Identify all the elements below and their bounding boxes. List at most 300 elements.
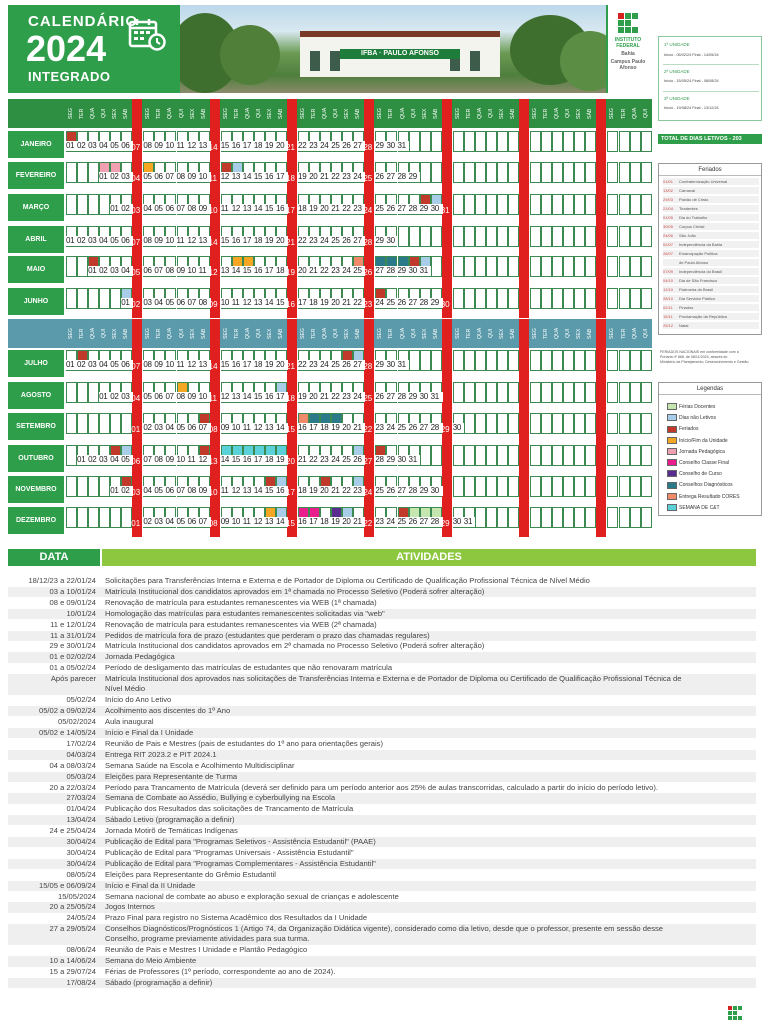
- day-number: 01: [66, 236, 78, 246]
- activity-text: [105, 576, 755, 586]
- day-number: 23: [342, 172, 354, 182]
- day-cell: [254, 131, 265, 152]
- activity-text-line: Conselhos Diagnósticos/Prognósticos 1 (Artigo 74, da Organização Didática vigente), considerado como dia letivo, desde que o professor, presente em sessão desse: [105, 924, 664, 934]
- activity-text-line: Acolhimento aos discentes do 1º Ano: [105, 706, 231, 716]
- day-number: 28: [363, 362, 373, 371]
- activity-row: [8, 793, 756, 803]
- weekday-label: SEX: [576, 108, 583, 119]
- weekday-label: SÁB: [277, 328, 284, 339]
- day-cell: [641, 131, 652, 152]
- day-number: 02: [77, 360, 89, 370]
- day-cell: [320, 507, 331, 528]
- footer-logo: [726, 1004, 746, 1024]
- day-cell: [431, 226, 442, 247]
- day-cell: [563, 194, 574, 215]
- day-number: 22: [331, 392, 343, 402]
- day-number: 06: [177, 298, 189, 308]
- day-number: 17: [243, 141, 255, 151]
- day-number: 29: [386, 455, 398, 465]
- day-number: 08: [199, 298, 211, 308]
- day-number: 26: [342, 141, 354, 151]
- day-number: 01: [77, 455, 89, 465]
- activity-date: 27 a 29/05/24: [49, 924, 96, 934]
- month-label: SETEMBRO: [8, 413, 64, 440]
- day-cell: [375, 162, 386, 183]
- activity-text-line: Semana do Meio Ambiente: [105, 956, 197, 966]
- day-number: 25: [398, 517, 410, 527]
- legend-label: Conselhos Diagnósticos: [679, 482, 733, 489]
- day-number: 18: [286, 174, 295, 183]
- day-cell: [309, 476, 320, 497]
- day-cell: [630, 507, 641, 528]
- weekday-label: TER: [156, 108, 163, 119]
- day-number: 11: [243, 423, 255, 433]
- activity-text-line: Nível Médio: [105, 684, 146, 694]
- weekday-label: SEG: [609, 108, 616, 119]
- day-cell: [154, 194, 165, 215]
- day-cell: [585, 382, 596, 403]
- day-number: 07: [199, 423, 211, 433]
- day-cell: [475, 507, 486, 528]
- day-number: 10: [232, 517, 244, 527]
- day-cell: [243, 350, 254, 371]
- day-cell: [607, 256, 618, 277]
- activity-text-line: Publicação de Edital para "Programas Complementares - Assistência Estudantil": [105, 858, 376, 868]
- day-cell: [165, 445, 176, 466]
- activity-text: [105, 761, 755, 771]
- weekday-label: SEX: [421, 328, 428, 339]
- day-cell: [331, 413, 342, 434]
- activity-row: [8, 598, 756, 608]
- month-label: NOVEMBRO: [8, 476, 64, 503]
- day-number: 11: [188, 455, 200, 465]
- day-cell: [497, 507, 508, 528]
- day-number: 25: [375, 204, 387, 214]
- day-number: 09: [188, 392, 200, 402]
- weekday-label: TER: [620, 108, 627, 119]
- day-cell: [619, 445, 630, 466]
- day-number: 18: [254, 360, 266, 370]
- day-cell: [342, 288, 353, 309]
- day-cell: [375, 507, 386, 528]
- day-number: 24: [375, 298, 387, 308]
- day-number: 29: [409, 172, 421, 182]
- weekday-label: SÁB: [200, 108, 207, 119]
- day-number: 24: [342, 266, 354, 276]
- day-cell: [563, 445, 574, 466]
- day-number: 29: [375, 141, 387, 151]
- weekday-label: QUI: [333, 108, 340, 119]
- day-cell: [630, 350, 641, 371]
- legend-label: Conselho de Curso: [679, 471, 722, 478]
- activity-date: 04 a 08/03/24: [49, 760, 96, 770]
- holiday-date: 24/06: [663, 233, 674, 238]
- activity-text: [105, 956, 755, 966]
- day-number: 10: [199, 172, 211, 182]
- day-cell: [386, 413, 397, 434]
- legend-item: [667, 437, 728, 445]
- weekday-label: QUI: [642, 108, 649, 119]
- day-number: 25: [363, 174, 373, 183]
- day-cell: [630, 162, 641, 183]
- day-number: 03: [154, 423, 166, 433]
- day-cell: [154, 288, 165, 309]
- day-cell: [177, 162, 188, 183]
- day-number: 10: [177, 455, 189, 465]
- day-cell: [475, 162, 486, 183]
- institute-logo: INSTITUTO FEDERAL Bahia Campus Paulo Afonso: [608, 5, 648, 93]
- legend-swatch: [667, 504, 677, 511]
- day-cell: [88, 194, 99, 215]
- day-cell: [165, 194, 176, 215]
- day-number: 10: [208, 488, 218, 497]
- activity-date: 11 a 31/01/24: [50, 630, 96, 640]
- day-cell: [188, 226, 199, 247]
- day-number: 04: [99, 360, 111, 370]
- day-cell: [641, 382, 652, 403]
- day-cell: [77, 445, 88, 466]
- day-number: 30: [386, 360, 398, 370]
- day-number: 05: [131, 268, 141, 277]
- day-number: 05: [121, 455, 133, 465]
- day-number: 03: [121, 392, 133, 402]
- weekday-label: SEG: [609, 328, 616, 339]
- day-cell: [574, 162, 585, 183]
- day-cell: [320, 382, 331, 403]
- activity-row: [8, 739, 756, 749]
- weekday-label: QUA: [476, 107, 483, 120]
- day-cell: [110, 476, 121, 497]
- holiday-date: 02/07: [663, 242, 674, 247]
- day-number: 11: [177, 236, 189, 246]
- activity-row: [8, 631, 756, 641]
- day-number: 15: [265, 204, 277, 214]
- day-number: 15: [254, 392, 266, 402]
- day-cell: [641, 288, 652, 309]
- day-number: 16: [286, 300, 295, 309]
- day-number: 14: [265, 298, 277, 308]
- day-cell: [552, 445, 563, 466]
- day-number: 04: [165, 517, 177, 527]
- day-number: 24: [320, 360, 332, 370]
- day-cell: [552, 507, 563, 528]
- day-cell: [486, 445, 497, 466]
- day-cell: [265, 256, 276, 277]
- day-cell: [88, 350, 99, 371]
- weekday-label: SEG: [454, 108, 461, 119]
- day-number: 12: [221, 392, 233, 402]
- activity-date: 13/04/24: [66, 815, 96, 825]
- activity-text: [105, 772, 755, 782]
- activity-text-line: Matrícula Institucional dos candidatos aprovados em 2ª chamada no Processo Seletivo (Poderá sofrer alteração): [105, 641, 485, 651]
- day-cell: [165, 131, 176, 152]
- day-cell: [508, 256, 519, 277]
- day-number: 04: [143, 486, 155, 496]
- day-number: 07: [177, 204, 189, 214]
- day-cell: [331, 476, 342, 497]
- weekday-label: QUI: [410, 108, 417, 119]
- day-cell: [143, 350, 154, 371]
- day-number: 02: [143, 423, 155, 433]
- day-number: 16: [298, 423, 310, 433]
- legend-label: Dias não Letivos: [679, 415, 716, 422]
- weekday-label: QUI: [642, 328, 649, 339]
- day-cell: [177, 256, 188, 277]
- day-number: 09: [177, 266, 189, 276]
- day-number: 30: [398, 455, 410, 465]
- holiday-row: [663, 313, 759, 320]
- day-cell: [420, 256, 431, 277]
- day-cell: [254, 445, 265, 466]
- day-number: 26: [342, 236, 354, 246]
- weekday-label: TER: [311, 328, 318, 339]
- day-number: 16: [254, 266, 266, 276]
- day-cell: [165, 162, 176, 183]
- holiday-date: 29/03: [663, 197, 674, 202]
- day-number: 15: [276, 298, 288, 308]
- day-cell: [165, 350, 176, 371]
- day-number: 25: [331, 236, 343, 246]
- day-number: 24: [386, 517, 398, 527]
- legend-item: [667, 414, 716, 422]
- day-cell: [342, 350, 353, 371]
- legend-item: [667, 493, 740, 501]
- day-cell: [143, 256, 154, 277]
- weekday-label: SEX: [189, 328, 196, 339]
- day-cell: [188, 507, 199, 528]
- day-number: 16: [232, 360, 244, 370]
- day-number: 13: [232, 172, 244, 182]
- month-label: JULHO: [8, 350, 64, 377]
- day-number: 13: [208, 457, 218, 466]
- day-cell: [563, 256, 574, 277]
- legend-label: Entrega Resultado CORES: [679, 493, 740, 500]
- activity-row: [8, 641, 756, 651]
- day-cell: [298, 226, 309, 247]
- holiday-row: [663, 205, 759, 212]
- activity-text: [105, 620, 755, 630]
- day-number: 12: [254, 517, 266, 527]
- day-number: 20: [309, 392, 321, 402]
- day-cell: [88, 288, 99, 309]
- day-number: 21: [331, 486, 343, 496]
- day-number: 12: [254, 423, 266, 433]
- month-label: MARÇO: [8, 194, 64, 221]
- activity-text-line: Jogos Internos: [105, 902, 155, 912]
- day-number: 30: [420, 392, 432, 402]
- day-number: 08: [177, 172, 189, 182]
- day-number: 05: [165, 298, 177, 308]
- day-cell: [641, 226, 652, 247]
- day-cell: [486, 288, 497, 309]
- weekday-label: SEX: [266, 328, 273, 339]
- activity-row: [8, 848, 756, 858]
- activity-date: 30/04/24: [66, 847, 96, 857]
- day-cell: [188, 476, 199, 497]
- day-number: 17: [254, 455, 266, 465]
- holiday-name: Dia Servidor Público: [679, 296, 716, 301]
- day-number: 04: [121, 266, 133, 276]
- day-cell: [154, 350, 165, 371]
- day-cell: [232, 382, 243, 403]
- day-cell: [342, 507, 353, 528]
- day-number: 22: [353, 298, 365, 308]
- day-number: 26: [398, 298, 410, 308]
- day-number: 03: [121, 172, 133, 182]
- day-cell: [298, 256, 309, 277]
- day-number: 28: [363, 143, 373, 152]
- day-cell: [66, 476, 77, 497]
- holiday-date: 12/10: [663, 287, 674, 292]
- weekday-label: QUI: [255, 108, 262, 119]
- day-number: 15: [265, 486, 277, 496]
- activity-row: [8, 924, 756, 945]
- day-number: 04: [99, 141, 111, 151]
- legend-swatch: [667, 426, 677, 433]
- day-cell: [574, 256, 585, 277]
- day-number: 25: [342, 455, 354, 465]
- day-number: 04: [165, 423, 177, 433]
- day-cell: [431, 350, 442, 371]
- day-number: 25: [331, 360, 343, 370]
- day-cell: [177, 131, 188, 152]
- weekday-label: SÁB: [587, 108, 594, 119]
- activity-text: [105, 631, 755, 641]
- weekday-label: TER: [311, 108, 318, 119]
- day-number: 03: [99, 455, 111, 465]
- day-cell: [66, 131, 77, 152]
- day-cell: [420, 226, 431, 247]
- holiday-row: [663, 232, 759, 239]
- day-cell: [386, 256, 397, 277]
- day-number: 05: [154, 486, 166, 496]
- day-cell: [420, 162, 431, 183]
- activity-row: [8, 826, 756, 836]
- day-cell: [497, 162, 508, 183]
- day-cell: [265, 445, 276, 466]
- activity-date: 10/01/24: [66, 608, 96, 618]
- activity-text: [105, 609, 755, 619]
- holiday-row: [663, 322, 759, 329]
- day-cell: [320, 131, 331, 152]
- activity-date: 29 e 30/01/24: [49, 641, 96, 651]
- day-cell: [630, 382, 641, 403]
- day-cell: [254, 382, 265, 403]
- day-cell: [530, 226, 541, 247]
- day-cell: [154, 256, 165, 277]
- day-cell: [386, 162, 397, 183]
- holiday-row: [663, 277, 759, 284]
- activity-text-line: Semana Saúde na Escola e Acolhimento Multidisciplinar: [105, 760, 295, 770]
- day-cell: [585, 445, 596, 466]
- day-number: 10: [188, 266, 200, 276]
- day-cell: [375, 131, 386, 152]
- day-number: 18: [320, 517, 332, 527]
- activity-row: [8, 609, 756, 619]
- day-cell: [165, 226, 176, 247]
- day-cell: [386, 194, 397, 215]
- day-cell: [541, 194, 552, 215]
- day-cell: [585, 162, 596, 183]
- day-cell: [221, 445, 232, 466]
- weekday-label: TER: [233, 328, 240, 339]
- holiday-date: 28/10: [663, 296, 674, 301]
- day-number: 20: [298, 266, 310, 276]
- day-number: 07: [177, 486, 189, 496]
- day-cell: [630, 288, 641, 309]
- day-number: 30: [386, 236, 398, 246]
- day-cell: [530, 413, 541, 434]
- day-number: 14: [276, 517, 288, 527]
- day-number: 12: [221, 172, 233, 182]
- activity-row: [8, 750, 756, 760]
- day-cell: [99, 131, 110, 152]
- day-number: 05: [143, 392, 155, 402]
- day-cell: [77, 226, 88, 247]
- day-number: 23: [320, 455, 332, 465]
- day-cell: [607, 162, 618, 183]
- activity-text: [105, 587, 755, 597]
- day-number: 01: [121, 298, 133, 308]
- day-number: 24: [386, 423, 398, 433]
- weekday-label: SEX: [498, 108, 505, 119]
- legend-swatch: [667, 414, 677, 421]
- day-cell: [420, 194, 431, 215]
- activity-text-line: Renovação de matrícula para estudantes remanescentes via WEB (1ª chamada): [105, 597, 377, 607]
- day-cell: [475, 226, 486, 247]
- weekday-label: SEG: [300, 108, 307, 119]
- day-number: 13: [199, 141, 211, 151]
- day-cell: [464, 507, 475, 528]
- day-number: 11: [232, 298, 244, 308]
- day-cell: [177, 288, 188, 309]
- legend-label: Conselho Classe Final: [679, 460, 730, 466]
- day-cell: [409, 445, 420, 466]
- day-cell: [486, 226, 497, 247]
- day-cell: [221, 256, 232, 277]
- day-cell: [221, 476, 232, 497]
- day-number: 02: [131, 300, 141, 309]
- activity-date: 30/04/24: [66, 858, 96, 868]
- day-number: 02: [99, 266, 111, 276]
- day-number: 24: [331, 455, 343, 465]
- day-cell: [309, 131, 320, 152]
- day-cell: [66, 194, 77, 215]
- day-cell: [453, 445, 464, 466]
- day-number: 20: [309, 172, 321, 182]
- day-cell: [641, 162, 652, 183]
- day-cell: [77, 507, 88, 528]
- day-number: 13: [254, 298, 266, 308]
- legend-item: [667, 403, 715, 411]
- weekday-label: SEG: [222, 108, 229, 119]
- day-cell: [585, 226, 596, 247]
- day-cell: [177, 445, 188, 466]
- day-number: 29: [398, 266, 410, 276]
- day-number: 20: [286, 457, 295, 466]
- legend-swatch: [667, 437, 677, 444]
- day-cell: [143, 226, 154, 247]
- day-number: 08: [208, 425, 218, 434]
- holiday-row: [663, 268, 759, 275]
- day-number: 09: [221, 517, 233, 527]
- day-cell: [386, 350, 397, 371]
- day-cell: [386, 476, 397, 497]
- holiday-date: 01/01: [663, 179, 674, 184]
- weekday-label: SEG: [454, 328, 461, 339]
- day-cell: [143, 382, 154, 403]
- day-number: 02: [88, 455, 100, 465]
